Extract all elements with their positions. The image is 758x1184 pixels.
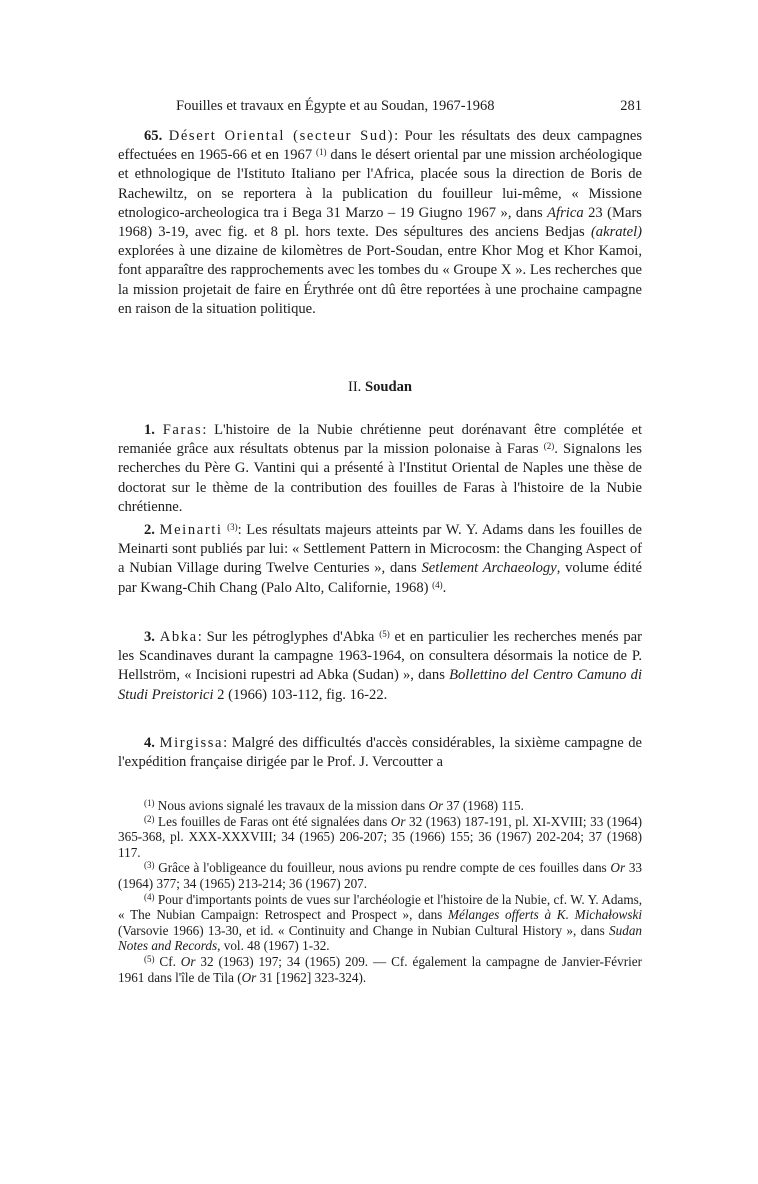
footnote-mark: (5) [144, 953, 155, 964]
paragraph-number: 2. [144, 522, 155, 538]
paragraph-1: 1. Faras: L'histoire de la Nubie chrétienne peut dorénavant être complétée et remaniée grâce aux résultats obtenus par la mission polonaise à Faras $^{(2)}$. Signalons les recherches du Père G. Vantini qui a présenté à l'Institut Oriental de Naples une thèse de doctorat sur le thème de la contribution des fouilles de Faras à l'histoire de la Nubie chrétienne. [118, 422, 643, 515]
running-header [176, 97, 642, 115]
section-numeral: II. [347, 379, 362, 395]
footnote: $^{(1)}$ Nous avions signalé les travaux de la mission dans Or 37 (1968) 115. [144, 798, 524, 813]
running-title: Fouilles et travaux en Égypte et au Soudan, 1967-1968 [176, 98, 495, 114]
paragraph-heading: Meinarti [159, 522, 223, 538]
page-number: 281 [620, 98, 642, 114]
paragraph-number: 3. [144, 629, 155, 645]
footnote-ref: (5) [379, 629, 390, 639]
paragraph-number: 1. [144, 422, 155, 438]
paragraph-number: 4. [144, 735, 155, 751]
footnote-ref: (1) [316, 147, 327, 158]
paragraph-65: 65. Désert Oriental (secteur Sud): Pour les résultats des deux campagnes effectuées en 1965-66 et en 1967 $^{(1)}$ dans le désert oriental par une mission archéologique et ethnologique de l'Istituto Italiano per l'Africa, placée sous la direction de Boris de Rachewiltz, on se reportera à la publication du fouilleur lui-même, « Missione etnologico-archeologica tra i Bega 31 Marzo – 19 Giugno 1967 », dans Africa 23 (Mars 1968) 3-19, avec fig. et 8 pl. hors texte. Des sépultures des anciens Bedjas (akratel) explorées à une dizaine de kilomètres de Port-Soudan, entre Khor Mog et Khor Kamoi, font apparaître des rapprochements avec les tombes du « Groupe X ». Les recherches que la mission projetait de faire en Érythrée ont dû être reportées à une prochaine campagne en raison de la situation politique. [118, 128, 643, 317]
footnote-mark: (1) [144, 798, 155, 808]
paragraph-heading: Abka [159, 629, 198, 645]
paragraph-heading: Désert Oriental (secteur Sud) [168, 128, 395, 144]
paragraph-heading: Mirgissa [159, 735, 224, 751]
paragraph-4: 4. Mirgissa: Malgré des difficultés d'accès considérables, la sixième campagne de l'expédition française dirigée par le Prof. J. Vercoutter a [118, 735, 643, 771]
paragraph-heading: Faras [162, 422, 203, 438]
footnote-mark: (3) [144, 860, 155, 871]
paragraph-3: 3. Abka: Sur les pétroglyphes d'Abka $^{(5)}$ et en particulier les recherches menés par les Scandinaves durant la campagne 1963-1964, on consultera désormais la notice de P. Hellström, « Incisioni rupestri ad Abka (Sudan) », dans Bollettino del Centro Camuno di Studi Preistorici 2 (1966) 103-112, fig. 16-22. [118, 629, 643, 703]
footnote: $^{(2)}$ Les fouilles de Faras ont été signalées dans Or 32 (1963) 187-191, pl. XI-XVIII; 33 (1964) 365-368, pl. XXX-XXXVIII; 34 (1965) 206-207; 35 (1966) 155; 36 (1967) 202-204; 37 (1968) 117. [118, 813, 642, 860]
footnote-mark: (4) [144, 891, 155, 902]
section-heading [118, 378, 642, 397]
footnote-ref: (4) [432, 579, 443, 590]
footnote: $^{(3)}$ Grâce à l'obligeance du fouilleur, nous avions pu rendre compte de ces fouilles dans Or 33 (1964) 377; 34 (1965) 213-214; 36 (1967) 207. [118, 860, 643, 891]
footnotes [118, 798, 642, 985]
footnote: $^{(5)}$ Cf. Or 32 (1963) 197; 34 (1965) 209. — Cf. également la campagne de Janvier-Février 1961 dans l'île de Tila (Or 31 [1962] 323-324). [118, 953, 642, 985]
paragraph-number: 65. [144, 128, 163, 144]
footnote-ref: (2) [543, 441, 555, 452]
section-title: Soudan [364, 379, 413, 395]
paragraph-2: 2. Meinarti $^{(3)}$: Les résultats majeurs atteints par W. Y. Adams dans les fouilles de Meinarti sont publiés par lui: « Settlement Pattern in Microcosm: the Changing Aspect of a Nubian Village during Twelve Centuries », dans Setlement Archaeology, volume édité par Kwang-Chih Chang (Palo Alto, Californie, 1968) $^{(4)}$. [118, 522, 642, 596]
footnote-mark: (2) [144, 813, 155, 824]
footnote: $^{(4)}$ Pour d'importants points de vues sur l'archéologie et l'histoire de la Nubie, cf. W. Y. Adams, « The Nubian Campaign: Retrospect and Prospect », dans Mélanges offerts à K. Michałowski (Varsovie 1966) 13-30, et id. « Continuity and Change in Nubian Cultural History », dans Sudan Notes and Records, vol. 48 (1967) 1-32. [118, 891, 642, 954]
footnote-ref: (3) [227, 522, 238, 532]
